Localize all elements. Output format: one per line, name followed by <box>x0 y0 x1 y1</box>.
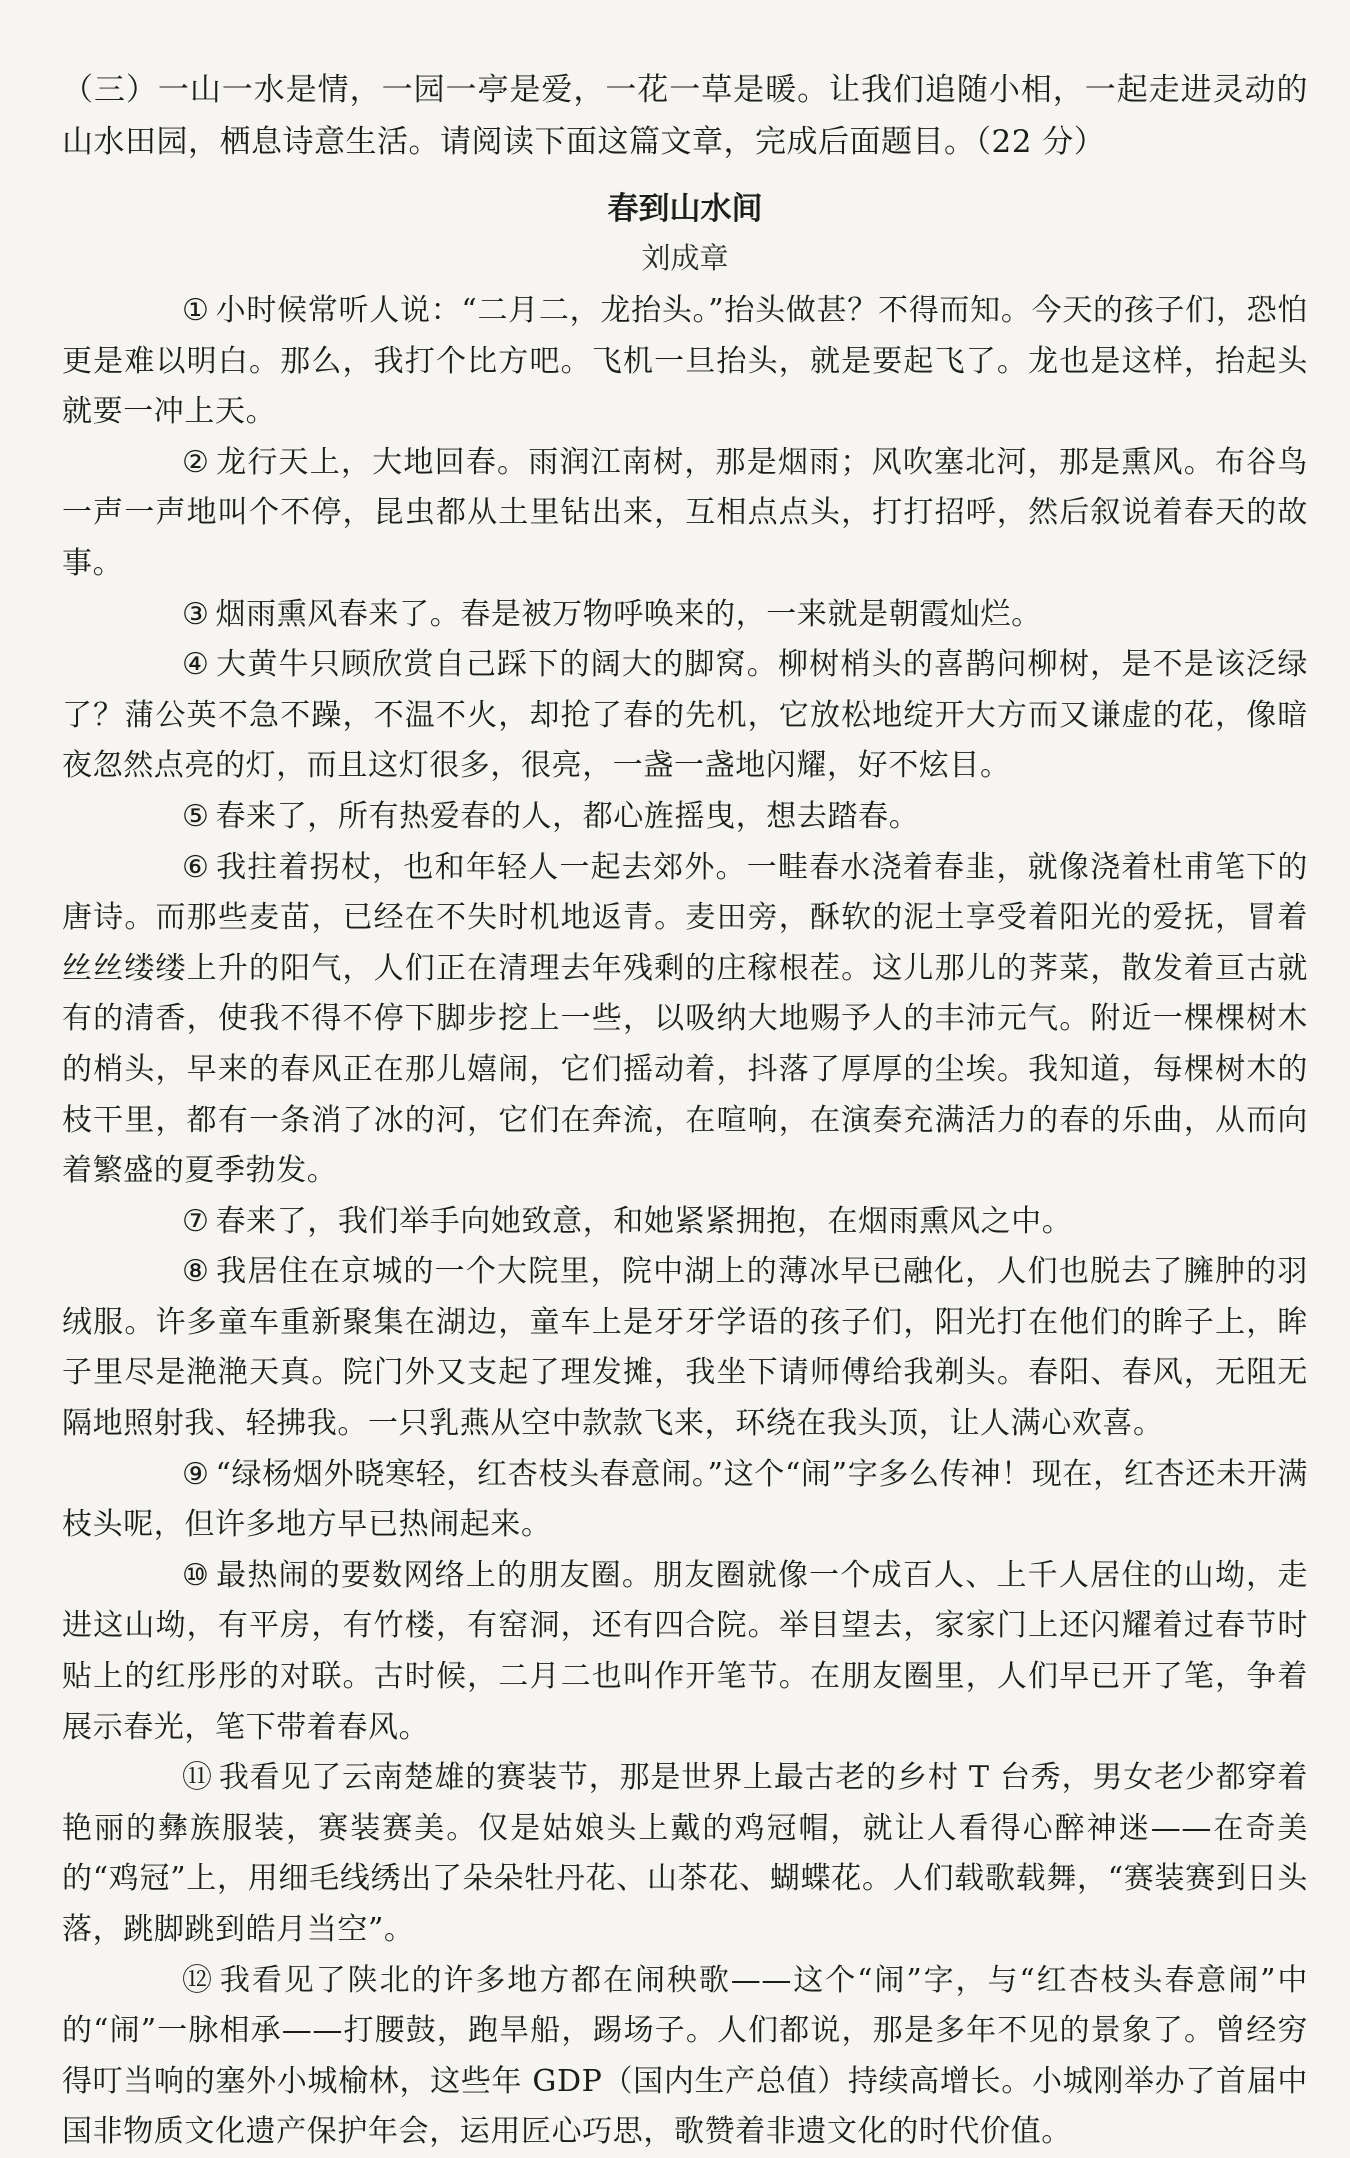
paragraph-number: ⑤ <box>182 798 210 834</box>
paragraph-number: ⑪ <box>182 1760 213 1796</box>
paragraph-11 <box>62 1753 1308 1955</box>
question-intro: （三）一山一水是情，一园一亭是爱，一花一草是暖。让我们追随小相，一起走进灵动的山水田园，栖息诗意生活。请阅读下面这篇文章，完成后面题目。（22 分） <box>62 72 1308 160</box>
paragraph-9 <box>62 1450 1308 1551</box>
paragraph-number: ⑨ <box>182 1456 210 1492</box>
paragraph-7 <box>62 1197 1308 1248</box>
paragraph-text: 最热闹的要数网络上的朋友圈。朋友圈就像一个成百人、上千人居住的山坳，走进这山坳，有平房，有竹楼，有窑洞，还有四合院。举目望去，家家门上还闪耀着过春节时贴上的红彤彤的对联。古时候，二月二也叫作开笔节。在朋友圈里，人们早已开了笔，争着展示春光，笔下带着春风。 <box>62 1557 1308 1745</box>
paragraph-5 <box>62 792 1308 843</box>
exam-page <box>62 64 1308 2158</box>
article-body <box>62 286 1308 2158</box>
paragraph-1 <box>62 286 1308 438</box>
paragraph-text: 小时候常听人说：“二月二，龙抬头。”抬头做甚？不得而知。今天的孩子们，恐怕更是难以明白。那么，我打个比方吧。飞机一旦抬头，就是要起飞了。龙也是这样，抬起头就要一冲上天。 <box>62 293 1308 430</box>
paragraph-text: 我看见了陕北的许多地方都在闹秧歌——这个“闹”字，与“红杏枝头春意闹”中的“闹”一脉相承——打腰鼓，跑旱船，踢场子。人们都说，那是多年不见的景象了。曾经穷得叮当响的塞外小城榆林，这些年 GDP（国内生产总值）持续高增长。小城刚举办了首届中国非物质文化遗产保护年会，运用匠心巧思，歌赞着非遗文化的时代价值。 <box>62 1962 1308 2150</box>
paragraph-text: 我看见了云南楚雄的赛装节，那是世界上最古老的乡村 T 台秀，男女老少都穿着艳丽的彝族服装，赛装赛美。仅是姑娘头上戴的鸡冠帽，就让人看得心醉神迷——在奇美的“鸡冠”上，用细毛线绣出了朵朵牡丹花、山茶花、蝴蝶花。人们载歌载舞，“赛装赛到日头落，跳脚跳到皓月当空”。 <box>62 1760 1308 1947</box>
paragraph-text: “绿杨烟外晓寒轻，红杏枝头春意闹。”这个“闹”字多么传神！现在，红杏还未开满枝头呢，但许多地方早已热闹起来。 <box>62 1456 1308 1543</box>
paragraph-number: ⑫ <box>182 1962 213 1998</box>
paragraph-8 <box>62 1247 1308 1449</box>
paragraph-number: ⑥ <box>182 849 210 885</box>
paragraph-6 <box>62 843 1308 1197</box>
paragraph-text: 春来了，所有热爱春的人，都心旌摇曳，想去踏春。 <box>215 798 920 834</box>
paragraph-text: 龙行天上，大地回春。雨润江南树，那是烟雨；风吹塞北河，那是熏风。布谷鸟一声一声地叫个不停，昆虫都从土里钻出来，互相点点头，打打招呼，然后叙说着春天的故事。 <box>62 444 1308 581</box>
paragraph-10 <box>62 1551 1308 1753</box>
article-title: 春到山水间 <box>607 191 763 227</box>
paragraph-text: 春来了，我们举手向她致意，和她紧紧拥抱，在烟雨熏风之中。 <box>215 1203 1073 1239</box>
paragraph-number: ① <box>182 293 210 328</box>
paragraph-3 <box>62 590 1308 641</box>
paragraph-number: ④ <box>182 647 210 683</box>
paragraph-2 <box>62 438 1308 590</box>
paragraph-text: 烟雨熏风春来了。春是被万物呼唤来的，一来就是朝霞灿烂。 <box>215 596 1042 632</box>
paragraph-number: ⑧ <box>182 1254 210 1290</box>
paragraph-number: ② <box>182 444 210 480</box>
paragraph-number: ⑩ <box>182 1557 210 1593</box>
paragraph-12 <box>62 1956 1308 2158</box>
paragraph-number: ⑦ <box>182 1203 210 1239</box>
paragraph-text: 大黄牛只顾欣赏自己踩下的阔大的脚窝。柳树梢头的喜鹊问柳树，是不是该泛绿了？蒲公英不急不躁，不温不火，却抢了春的先机，它放松地绽开大方而又谦虚的花，像暗夜忽然点亮的灯，而且这灯很多，很亮，一盏一盏地闪耀，好不炫目。 <box>62 647 1308 784</box>
article-author: 刘成章 <box>641 241 729 275</box>
paragraph-text: 我拄着拐杖，也和年轻人一起去郊外。一畦春水浇着春韭，就像浇着杜甫笔下的唐诗。而那些麦苗，已经在不失时机地返青。麦田旁，酥软的泥土享受着阳光的爱抚，冒着丝丝缕缕上升的阳气，人们正在清理去年残剩的庄稼根茬。这儿那儿的荠菜，散发着亘古就有的清香，使我不得不停下脚步挖上一些，以吸纳大地赐予人的丰沛元气。附近一棵棵树木的梢头，早来的春风正在那儿嬉闹，它们摇动着，抖落了厚厚的尘埃。我知道，每棵树木的枝干里，都有一条消了冰的河，它们在奔流，在喧响，在演奏充满活力的春的乐曲，从而向着繁盛的夏季勃发。 <box>62 849 1308 1189</box>
paragraph-text: 我居住在京城的一个大院里，院中湖上的薄冰早已融化，人们也脱去了臃肿的羽绒服。许多童车重新聚集在湖边，童车上是牙牙学语的孩子们，阳光打在他们的眸子上，眸子里尽是滟滟天真。院门外又支起了理发摊，我坐下请师傅给我剃头。春阳、春风，无阻无隔地照射我、轻拂我。一只乳燕从空中款款飞来，环绕在我头顶，让人满心欢喜。 <box>62 1254 1308 1442</box>
paragraph-number: ③ <box>182 596 210 632</box>
paragraph-4 <box>62 640 1308 792</box>
